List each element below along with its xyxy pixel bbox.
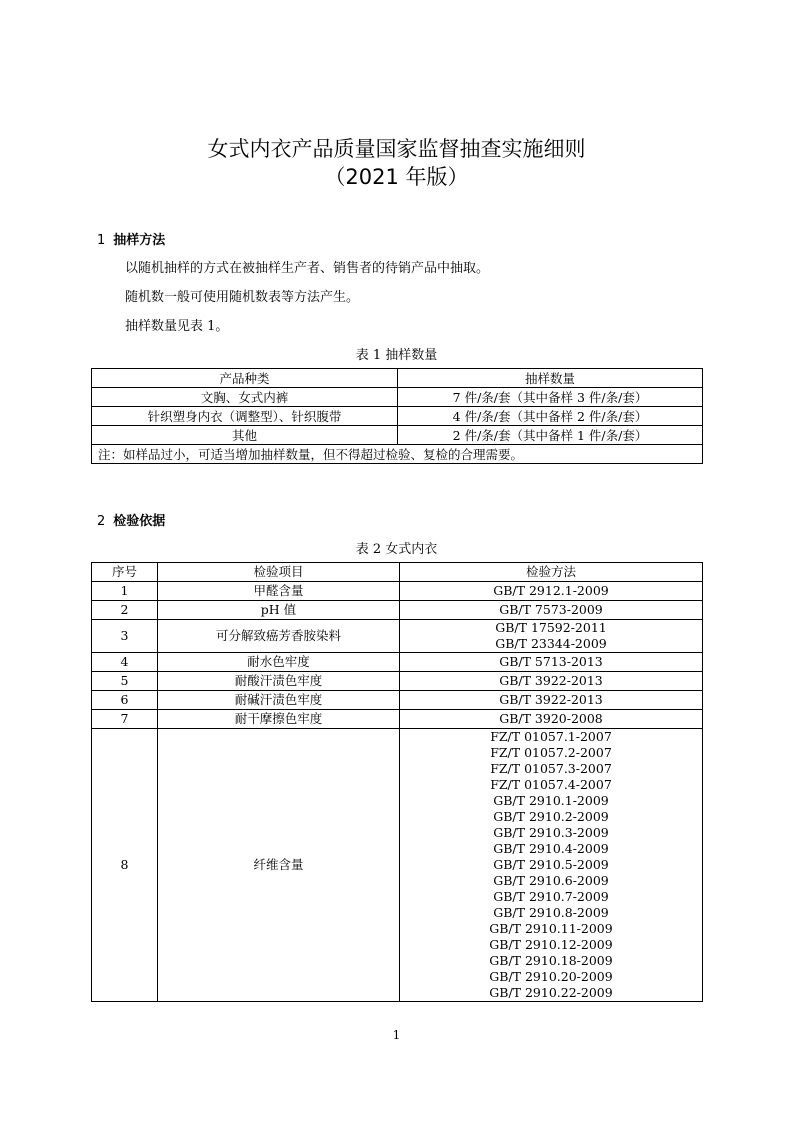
method-standard: GB/T 3920-2008 (499, 711, 603, 726)
column-header: 检验项目 (158, 563, 400, 582)
section-1-heading (97, 232, 165, 250)
table-row (92, 601, 703, 620)
document-title: 女式内衣产品质量国家监督抽查实施细则 (207, 137, 586, 161)
inspection-item-cell: 耐酸汗渍色牢度 (158, 672, 400, 691)
method-standard: GB/T 3922-2013 (499, 692, 603, 707)
method-standard: GB/T 2910.6-2009 (493, 873, 609, 888)
table-1-caption: 表 1 抽样数量 (355, 348, 438, 363)
method-standard: GB/T 2912.1-2009 (493, 583, 609, 598)
table-row (92, 620, 703, 653)
column-header: 检验方法 (400, 563, 703, 582)
document-subtitle: （2021 年版） (324, 165, 469, 189)
inspection-method-cell (400, 653, 703, 672)
serial-number-cell: 4 (92, 653, 158, 672)
table-row (92, 729, 703, 1002)
sample-quantity-cell: 4 件/条/套（其中备样 2 件/条/套） (398, 407, 703, 426)
table-header-row (92, 563, 703, 582)
inspection-method-cell (400, 601, 703, 620)
table-row (92, 710, 703, 729)
inspection-item-cell: 甲醛含量 (158, 582, 400, 601)
section-1-paragraph: 抽样数量见表 1。 (125, 319, 229, 334)
method-standard: GB/T 2910.12-2009 (489, 937, 613, 952)
inspection-item-cell: 耐碱汗渍色牢度 (158, 691, 400, 710)
method-standard: FZ/T 01057.2-2007 (490, 745, 612, 760)
method-standard: GB/T 2910.8-2009 (493, 905, 609, 920)
table-row (92, 407, 703, 426)
sample-quantity-cell: 2 件/条/套（其中备样 1 件/条/套） (398, 426, 703, 445)
table-row (92, 426, 703, 445)
column-header: 序号 (92, 563, 158, 582)
method-standard: GB/T 2910.11-2009 (489, 921, 613, 936)
sample-quantity-cell: 7 件/条/套（其中备样 3 件/条/套） (398, 388, 703, 407)
inspection-item-cell: 可分解致癌芳香胺染料 (158, 620, 400, 653)
serial-number-cell: 2 (92, 601, 158, 620)
table-row (92, 388, 703, 407)
section-1-paragraph: 以随机抽样的方式在被抽样生产者、销售者的待销产品中抽取。 (125, 261, 490, 276)
product-type-cell: 文胸、女式内裤 (92, 388, 398, 407)
section-1-title: 抽样方法 (113, 233, 166, 248)
inspection-method-cell (400, 582, 703, 601)
serial-number-cell: 7 (92, 710, 158, 729)
method-standard: GB/T 2910.1-2009 (493, 793, 609, 808)
section-1-paragraph: 随机数一般可使用随机数表等方法产生。 (125, 290, 360, 305)
serial-number-cell: 5 (92, 672, 158, 691)
inspection-item-cell: 纤维含量 (158, 729, 400, 1002)
inspection-method-cell (400, 672, 703, 691)
method-standard: GB/T 2910.2-2009 (493, 809, 609, 824)
section-1-number: 1 (97, 233, 106, 248)
serial-number-cell: 6 (92, 691, 158, 710)
table-row (92, 582, 703, 601)
method-standard: GB/T 2910.4-2009 (493, 841, 609, 856)
table-row (92, 672, 703, 691)
method-standard: GB/T 2910.20-2009 (489, 969, 613, 984)
method-standard: GB/T 2910.7-2009 (493, 889, 609, 904)
inspection-table (91, 562, 703, 1002)
method-standard: FZ/T 01057.3-2007 (490, 761, 612, 776)
section-2-heading (97, 513, 165, 531)
method-standard: GB/T 5713-2013 (499, 654, 603, 669)
product-type-cell: 针织塑身内衣（调整型）、针织腹带 (92, 407, 398, 426)
table-row (92, 691, 703, 710)
method-standard: GB/T 2910.3-2009 (493, 825, 609, 840)
method-standard: GB/T 2910.18-2009 (489, 953, 613, 968)
inspection-item-cell: 耐干摩擦色牢度 (158, 710, 400, 729)
method-standard: GB/T 17592-2011 (495, 620, 607, 635)
method-standard: GB/T 2910.5-2009 (493, 857, 609, 872)
section-2-title: 检验依据 (113, 514, 166, 529)
inspection-method-cell (400, 710, 703, 729)
method-standard: FZ/T 01057.4-2007 (490, 777, 612, 792)
serial-number-cell: 8 (92, 729, 158, 1002)
table-2-caption: 表 2 女式内衣 (355, 542, 438, 557)
column-header: 抽样数量 (398, 369, 703, 388)
table-row (92, 653, 703, 672)
inspection-method-cell (400, 729, 703, 1002)
product-type-cell: 其他 (92, 426, 398, 445)
inspection-item-cell: 耐水色牢度 (158, 653, 400, 672)
table-header-row (92, 369, 703, 388)
inspection-method-cell (400, 691, 703, 710)
method-standard: GB/T 3922-2013 (499, 673, 603, 688)
method-standard: GB/T 7573-2009 (499, 602, 603, 617)
serial-number-cell: 1 (92, 582, 158, 601)
section-2-number: 2 (97, 514, 106, 529)
table-note: 注：如样品过小，可适当增加抽样数量，但不得超过检验、复检的合理需要。 (92, 445, 703, 464)
table-note-row (92, 445, 703, 464)
sampling-quantity-table (91, 368, 703, 464)
serial-number-cell: 3 (92, 620, 158, 653)
inspection-item-cell: pH 值 (158, 601, 400, 620)
column-header: 产品种类 (92, 369, 398, 388)
inspection-method-cell (400, 620, 703, 653)
method-standard: FZ/T 01057.1-2007 (490, 729, 612, 744)
page-number: 1 (392, 1028, 401, 1042)
method-standard: GB/T 23344-2009 (495, 636, 607, 651)
method-standard: GB/T 2910.22-2009 (489, 985, 613, 1000)
